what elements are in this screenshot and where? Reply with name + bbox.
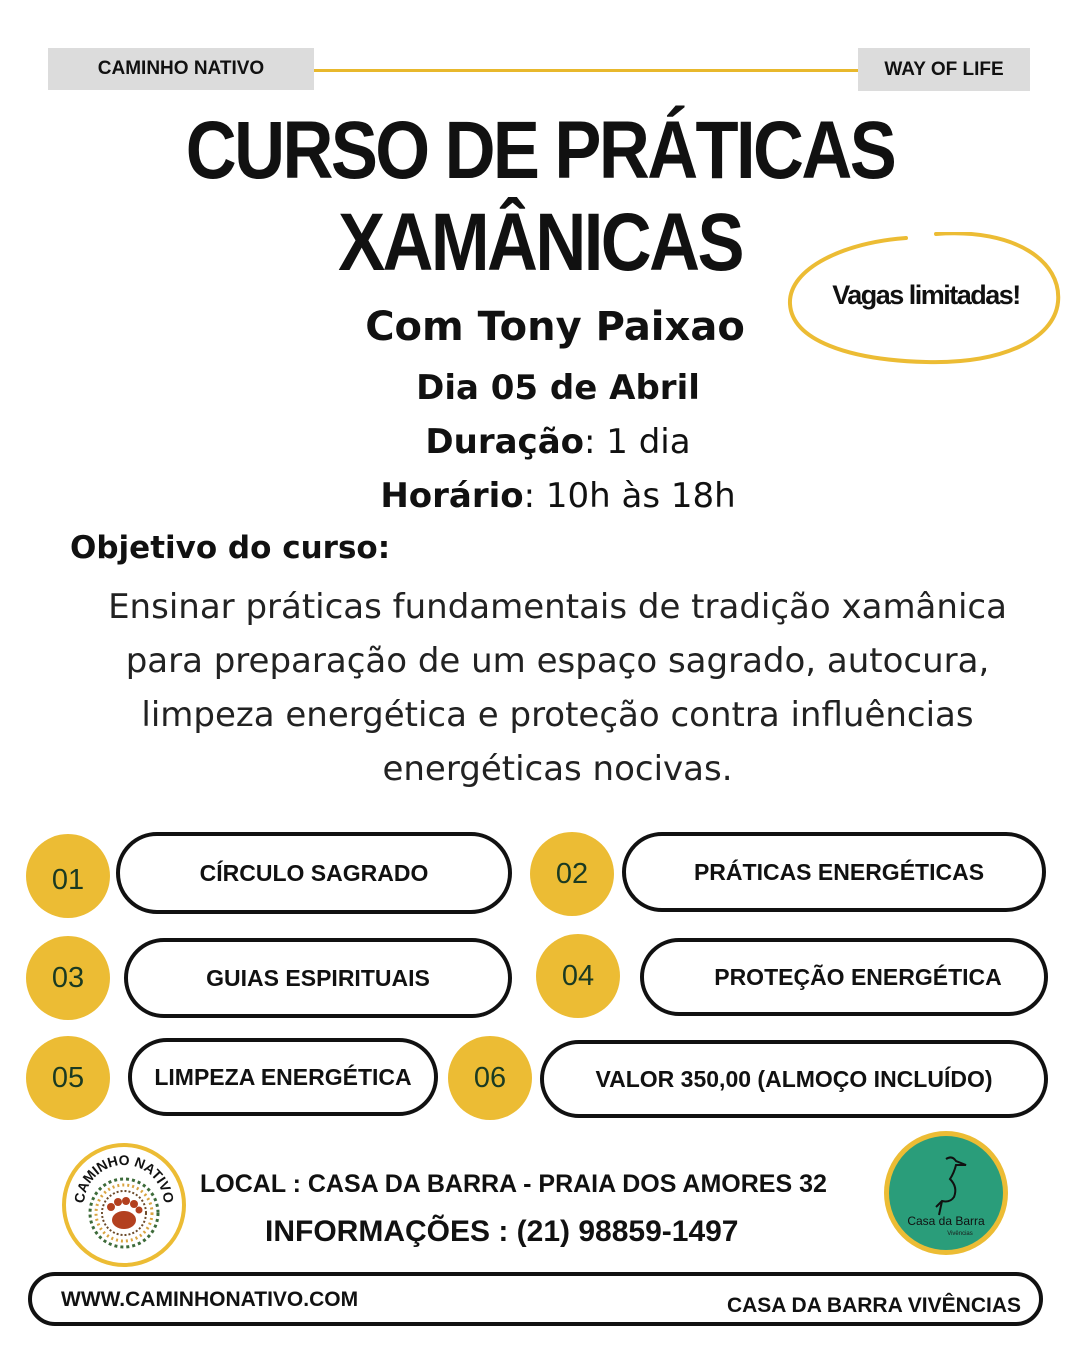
module-number-06: 06 (448, 1036, 532, 1120)
module-number-02: 02 (530, 832, 614, 916)
caminho-nativo-logo (62, 1143, 186, 1267)
header-tag-right-text: WAY OF LIFE (884, 58, 1004, 80)
footer-bar (28, 1272, 1043, 1326)
bear-paw-logo-icon (62, 1143, 186, 1267)
header-divider-line (314, 69, 858, 72)
module-pill-guias-espirituais (124, 938, 512, 1018)
partner-name: CASA DA BARRA VIVÊNCIAS (726, 1294, 1021, 1317)
schedule-value: : 10h às 18h (523, 476, 736, 516)
objective-line: para preparação de um espaço sagrado, autocura, (125, 641, 990, 681)
location-text: LOCAL : CASA DA BARRA - PRAIA DOS AMORES 32 (200, 1170, 827, 1198)
module-label: LIMPEZA ENERGÉTICA (154, 1063, 412, 1090)
duration-value: : 1 dia (584, 422, 691, 462)
module-label: PROTEÇÃO ENERGÉTICA (714, 963, 1002, 990)
objective-line: Ensinar práticas fundamentais de tradição xamânica (108, 587, 1007, 627)
website-link[interactable]: WWW.CAMINHONATIVO.COM (61, 1288, 359, 1311)
casa-da-barra-logo-text: Casa da Barra (907, 1214, 985, 1228)
header-tag-left (48, 48, 314, 90)
module-label: CÍRCULO SAGRADO (199, 859, 429, 886)
limited-spots-text: Vagas limitadas! (832, 280, 1020, 310)
course-schedule (18, 476, 1080, 516)
duration-label: Duração (425, 422, 585, 462)
module-pill-protecao-energetica (640, 938, 1048, 1016)
course-title-line1: CURSO DE PRÁTICAS (185, 105, 895, 196)
course-date (18, 368, 1080, 408)
module-label: PRÁTICAS ENERGÉTICAS (693, 858, 985, 885)
module-pill-valor (540, 1040, 1048, 1118)
schedule-label: Horário (380, 476, 524, 516)
module-number-01: 01 (26, 834, 110, 918)
course-title-line2: XAMÂNICAS (338, 197, 742, 288)
module-number-05: 05 (26, 1036, 110, 1120)
teacher-name: Com Tony Paixao (365, 304, 745, 350)
header-tag-left-text: CAMINHO NATIVO (97, 58, 265, 79)
objective-body (40, 580, 1075, 796)
contact-info: INFORMAÇÕES : (21) 98859-1497 (265, 1215, 739, 1248)
objective-title: Objetivo do curso: (70, 530, 391, 566)
module-label: VALOR 350,00 (ALMOÇO INCLUÍDO) (595, 1065, 993, 1092)
heron-logo-icon (884, 1131, 1008, 1255)
objective-line: energéticas nocivas. (382, 749, 733, 789)
module-pill-limpeza-energetica (128, 1038, 438, 1116)
objective-line: limpeza energética e proteção contra influências (141, 695, 974, 735)
module-pill-praticas-energeticas (622, 832, 1046, 912)
module-pill-circulo-sagrado (116, 832, 512, 914)
module-number-03: 03 (26, 936, 110, 1020)
casa-da-barra-logo (884, 1131, 1008, 1255)
module-label: GUIAS ESPIRITUAIS (206, 964, 430, 991)
course-date-text: Dia 05 de Abril (416, 368, 700, 408)
header-tag-right (858, 48, 1030, 91)
module-number-04: 04 (536, 934, 620, 1018)
course-duration (18, 422, 1080, 462)
logo-arc-text: CAMINHO NATIVO (70, 1151, 178, 1205)
casa-da-barra-logo-subtext: Vivências (947, 1231, 973, 1237)
